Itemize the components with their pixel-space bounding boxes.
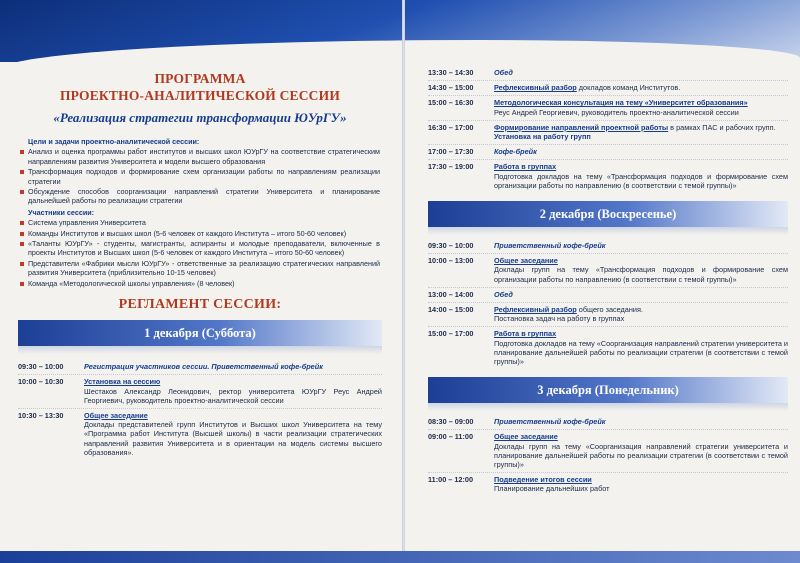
schedule-row — [428, 160, 788, 193]
schedule-row — [428, 430, 788, 473]
page-fold — [402, 0, 405, 563]
event-title: Формирование направлений проектной работы — [494, 122, 669, 132]
event-title: Обед — [494, 68, 513, 77]
time-label: 15:00 – 16:30 — [428, 98, 474, 108]
event-extra: Установка на работу групп — [494, 132, 591, 142]
event-title: Приветственный кофе-брейк — [494, 241, 606, 251]
right-panel — [408, 66, 800, 497]
goal-item: Трансформация подходов и формирование схем организации работы по направлениям реализации стратегии — [20, 167, 380, 186]
day2-schedule — [428, 239, 788, 369]
schedule-row — [18, 409, 382, 460]
time-label: 09:30 – 10:00 — [18, 362, 64, 372]
time-label: 11:00 – 12:00 — [428, 475, 474, 485]
goals-section — [20, 137, 380, 288]
reglament-title: РЕГЛАМЕНТ СЕССИИ: — [118, 297, 282, 313]
time-label: 10:00 – 10:30 — [18, 377, 64, 387]
event-text: Доклады групп на тему «Трансформация подходов и формирование схем организации работы по направлению (в соответствии с темой группы)» — [494, 265, 788, 284]
time-label: 16:30 – 17:00 — [428, 122, 474, 132]
event-title: Рефлексивный разбор — [494, 305, 577, 315]
program-subtitle: ПРОЕКТНО-АНАЛИТИЧЕСКОЙ СЕССИИ — [59, 88, 341, 103]
event-text: Шестаков Александр Леонидович, ректор университета ЮУрГУ Реус Андрей Георгиевич, руководитель проектно-аналитической сессии — [84, 386, 382, 405]
time-label: 15:00 – 17:00 — [428, 329, 474, 339]
participant-item: Представители «Фабрики мысли ЮУрГУ» - ответственные за реализацию стратегических направлений развития Университета (приблизительно 10-15 человек) — [20, 259, 380, 278]
schedule-row — [428, 473, 788, 496]
day2-banner: 2 декабря (Воскресенье) — [428, 201, 788, 227]
event-text: в рамках ПАС и рабочих групп. — [670, 122, 776, 132]
schedule-row — [428, 66, 788, 81]
time-label: 13:00 – 14:00 — [428, 289, 474, 299]
event-title: Общее заседание — [84, 410, 148, 420]
time-label: 08:30 – 09:00 — [428, 417, 474, 427]
day1-schedule-left — [18, 360, 382, 460]
day3-banner: 3 декабря (Понедельник) — [428, 377, 788, 403]
day3-schedule — [428, 415, 788, 496]
event-text: Доклады представителей групп Институтов и Высших школ Университета на тему «Программа работ Института (Высшей школы) в части реализации стратегических направлений развития Университета и в ориентации на модель системы высшего образования». — [84, 420, 382, 457]
schedule-row — [18, 375, 382, 409]
schedule-row — [428, 81, 788, 96]
event-text: общего заседания. — [578, 305, 643, 315]
goals-heading: Цели и задачи проектно-аналитической сессии: — [28, 137, 200, 146]
event-title: Работа в группах — [494, 162, 557, 172]
schedule-row — [428, 303, 788, 327]
event-title: Общее заседание — [494, 432, 558, 442]
schedule-row — [428, 96, 788, 120]
event-text: Подготовка докладов на тему «Трансформация подходов и формирование схем организации работы по направлению (в соответствии с темой группы)» — [494, 171, 788, 190]
schedule-row — [428, 327, 788, 369]
participants-heading: Участники сессии: — [28, 207, 95, 217]
event-title: Методологическая консультация на тему «Университет образования» — [494, 98, 748, 108]
event-text: Планирование дальнейших работ — [494, 484, 610, 494]
event-extra: Постановка задач на работу в группах — [494, 314, 625, 324]
left-panel — [0, 62, 400, 460]
event-title: Работа в группах — [494, 329, 557, 339]
goal-item: Анализ и оценка программы работ институтов и высших школ ЮУрГУ на соответствие стратегическим направлениям развития Университета и модели высшего образования — [20, 147, 380, 166]
day1-schedule-right — [428, 66, 788, 193]
event-title: Подведение итогов сессии — [494, 475, 592, 485]
event-title: Общее заседание — [494, 256, 558, 266]
event-title: Регистрация участников сессии. Приветственный кофе-брейк — [84, 362, 323, 372]
event-title: Обед — [494, 289, 513, 299]
event-title: Приветственный кофе-брейк — [494, 417, 606, 427]
event-text: Доклады групп на тему «Соорганизация направлений стратегии университета и планирование дальнейшей работы по реализации стратегии (в соответствии с темой группы)» — [494, 441, 788, 470]
goal-item: Обсуждение способов соорганизации направлений стратегии Университета и планирование дальнейшей работы по реализации стратегии — [20, 187, 380, 206]
time-label: 10:30 – 13:30 — [18, 410, 64, 420]
time-label: 10:00 – 13:00 — [428, 256, 474, 266]
event-text: Реус Андрей Георгиевич, руководитель проектно-аналитической сессии — [494, 107, 739, 117]
participant-item: Система управления Университета — [20, 218, 380, 227]
time-label: 13:30 – 14:30 — [428, 68, 474, 77]
program-title: ПРОГРАММА — [154, 71, 246, 86]
schedule-row — [18, 360, 382, 375]
schedule-row — [428, 239, 788, 254]
time-label: 17:00 – 17:30 — [428, 147, 474, 157]
footer-band — [0, 551, 800, 563]
time-label: 09:00 – 11:00 — [428, 432, 474, 442]
participant-item: «Таланты ЮУрГУ» - студенты, магистранты, аспиранты и молодые преподаватели, включенные в проекты Институтов и Высших школ (5-6 человек от каждого Института – итого 50-60 человек) — [20, 239, 380, 258]
schedule-row — [428, 288, 788, 303]
day1-banner: 1 декабря (Суббота) — [18, 320, 382, 346]
time-label: 14:00 – 15:00 — [428, 305, 474, 315]
schedule-row — [428, 145, 788, 160]
schedule-row — [428, 254, 788, 288]
time-label: 14:30 – 15:00 — [428, 83, 474, 93]
event-title: Рефлексивный разбор — [494, 83, 577, 93]
time-label: 17:30 – 19:00 — [428, 162, 474, 172]
event-title: Кофе-брейк — [494, 147, 537, 157]
event-text: докладов команд Институтов. — [578, 83, 681, 93]
session-theme: «Реализация стратегии трансформации ЮУрГУ» — [53, 110, 347, 125]
schedule-row — [428, 121, 788, 145]
time-label: 09:30 – 10:00 — [428, 241, 474, 251]
event-text: Подготовка докладов на тему «Соорганизация направлений стратегии университета и планирование дальнейшей работы по реализации стратегии (в соответствии с темой группы)» — [494, 338, 788, 367]
header-band — [0, 0, 800, 62]
schedule-row — [428, 415, 788, 430]
event-title: Установка на сессию — [84, 377, 161, 387]
participant-item: Команда «Методологической школы управления» (8 человек) — [20, 279, 380, 288]
participant-item: Команды Институтов и высших школ (5-6 человек от каждого Института – итого 50-60 человек) — [20, 229, 380, 238]
